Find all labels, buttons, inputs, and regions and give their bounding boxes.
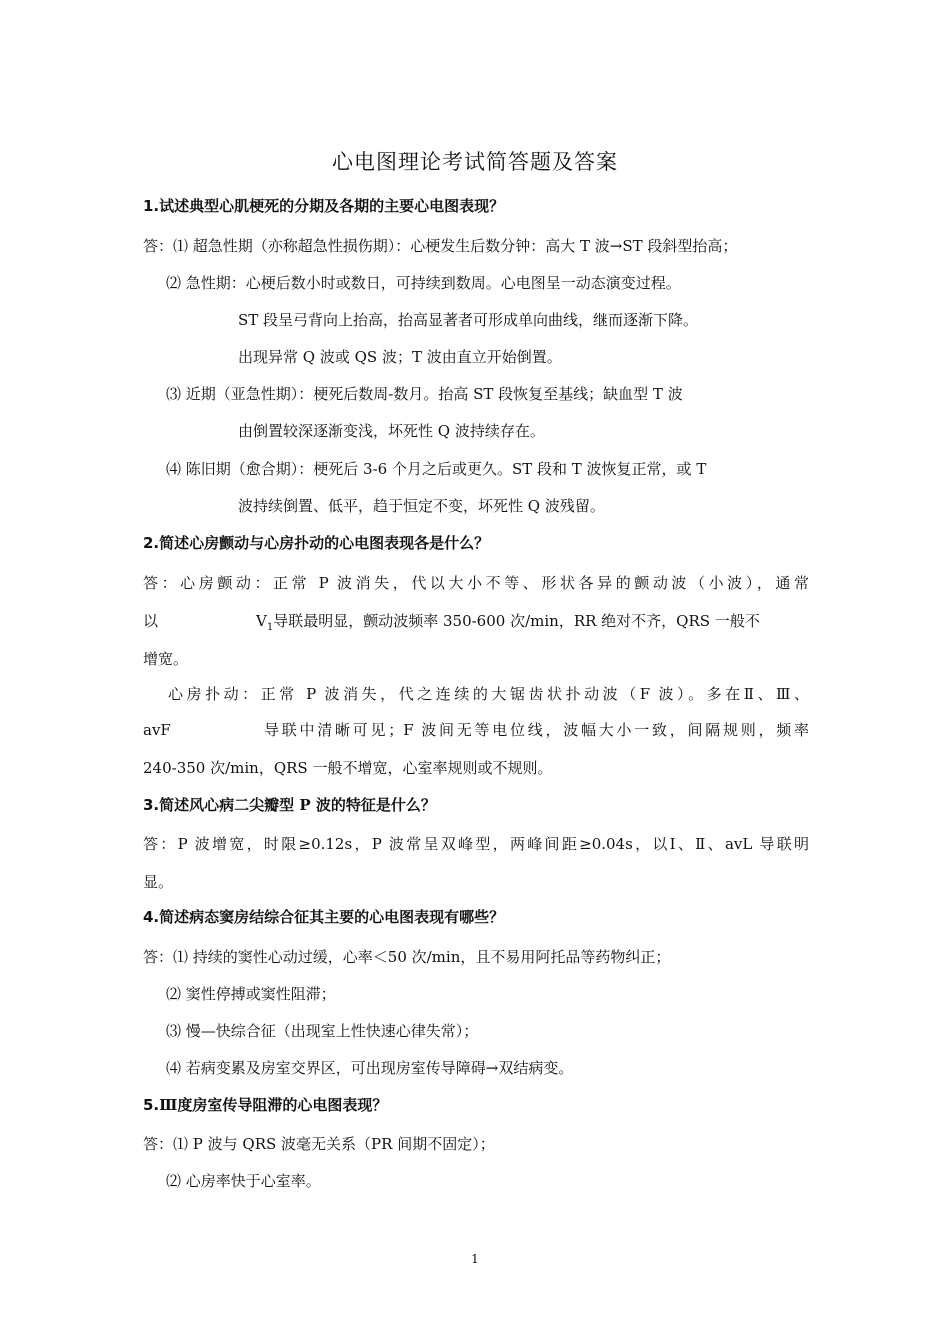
answer-line: ⑵ 窦性停搏或窦性阻滞； [166, 985, 336, 1003]
question-text: 简述心房颤动与心房扑动的心电图表现各是什么？ [159, 534, 490, 552]
answer-line: ST 段呈弓背向上抬高，抬高显著者可形成单向曲线，继而逐渐下降。 [238, 311, 699, 329]
answer-line: 答：⑴ 超急性期（亦称超急性损伤期）：心梗发生后数分钟：高大 T 波→ST 段斜型抬高； [143, 237, 738, 255]
question-number: 2. [143, 534, 160, 552]
document-title: 心电图理论考试简答题及答案 [332, 150, 618, 174]
answer-line: 导联中清晰可见；F 波间无等电位线，波幅大小一致，间隔规则，频率 [264, 721, 809, 739]
answer-line: 波持续倒置、低平，趋于恒定不变，坏死性 Q 波残留。 [238, 497, 605, 515]
question-3 [143, 795, 436, 815]
question-5 [143, 1095, 387, 1115]
answer-line: ⑶ 近期（亚急性期）：梗死后数周-数月。抬高 ST 段恢复至基线；缺血型 T 波 [166, 385, 683, 403]
answer-line: ⑵ 急性期：心梗后数小时或数日，可持续到数周。心电图呈一动态演变过程。 [166, 274, 681, 292]
answer-line: 出现异常 Q 波或 QS 波；T 波由直立开始倒置。 [238, 348, 562, 366]
question-number: 1. [143, 197, 160, 215]
answer-line: ⑷ 若病变累及房室交界区，可出现房室传导障碍→双结病变。 [166, 1059, 574, 1077]
answer-line: ⑵ 心房率快于心室率。 [166, 1172, 321, 1190]
answer-line-prefix: avF [143, 721, 171, 739]
question-number: 4. [143, 908, 160, 926]
answer-line: 答：P 波增宽，时限≥0.12s，P 波常呈双峰型，两峰间距≥0.04s，以Ⅰ、Ⅱ、avL 导联明 [143, 835, 809, 853]
question-number: 3. [143, 796, 160, 814]
lead-v1: $V_1$ [256, 612, 274, 633]
question-4 [143, 907, 504, 927]
answer-line-prefix: 以 [143, 612, 159, 630]
answer-line: 由倒置较深逐渐变浅，坏死性 Q 波持续存在。 [238, 422, 545, 440]
answer-line: 答：⑴ P 波与 QRS 波毫无关系（PR 间期不固定）； [143, 1135, 495, 1153]
answer-line: 答：心房颤动：正常 P 波消失，代以大小不等、形状各异的颤动波（小波），通常 [143, 574, 809, 592]
answer-line: 显。 [143, 873, 174, 891]
answer-line: 增宽。 [143, 650, 189, 668]
page-number: 1 [471, 1252, 479, 1266]
question-text: Ⅲ度房室传导阻滞的心电图表现？ [159, 1096, 388, 1114]
answer-line: 心房扑动：正常 P 波消失，代之连续的大锯齿状扑动波（F 波）。多在Ⅱ、Ⅲ、 [168, 685, 809, 703]
answer-line: ⑶ 慢—快综合征（出现室上性快速心律失常）； [166, 1022, 479, 1040]
question-1 [143, 196, 504, 216]
question-number: 5. [143, 1096, 160, 1114]
answer-line: $V_1$导联最明显，颤动波频率 350-600 次/min，RR 绝对不齐，QRS 一般不 [256, 612, 760, 633]
question-text: 简述风心病二尖瓣型 P 波的特征是什么？ [159, 796, 436, 814]
answer-line: 240-350 次/min，QRS 一般不增宽，心室率规则或不规则。 [143, 759, 553, 777]
answer-line: 答：⑴ 持续的窦性心动过缓，心率＜50 次/min，且不易用阿托品等药物纠正； [143, 948, 671, 966]
question-text: 简述病态窦房结综合征其主要的心电图表现有哪些？ [159, 908, 505, 926]
question-2 [143, 533, 489, 553]
answer-line: ⑷ 陈旧期（愈合期）：梗死后 3-6 个月之后或更久。ST 段和 T 波恢复正常，或 T [166, 460, 707, 478]
question-text: 试述典型心肌梗死的分期及各期的主要心电图表现？ [159, 197, 505, 215]
